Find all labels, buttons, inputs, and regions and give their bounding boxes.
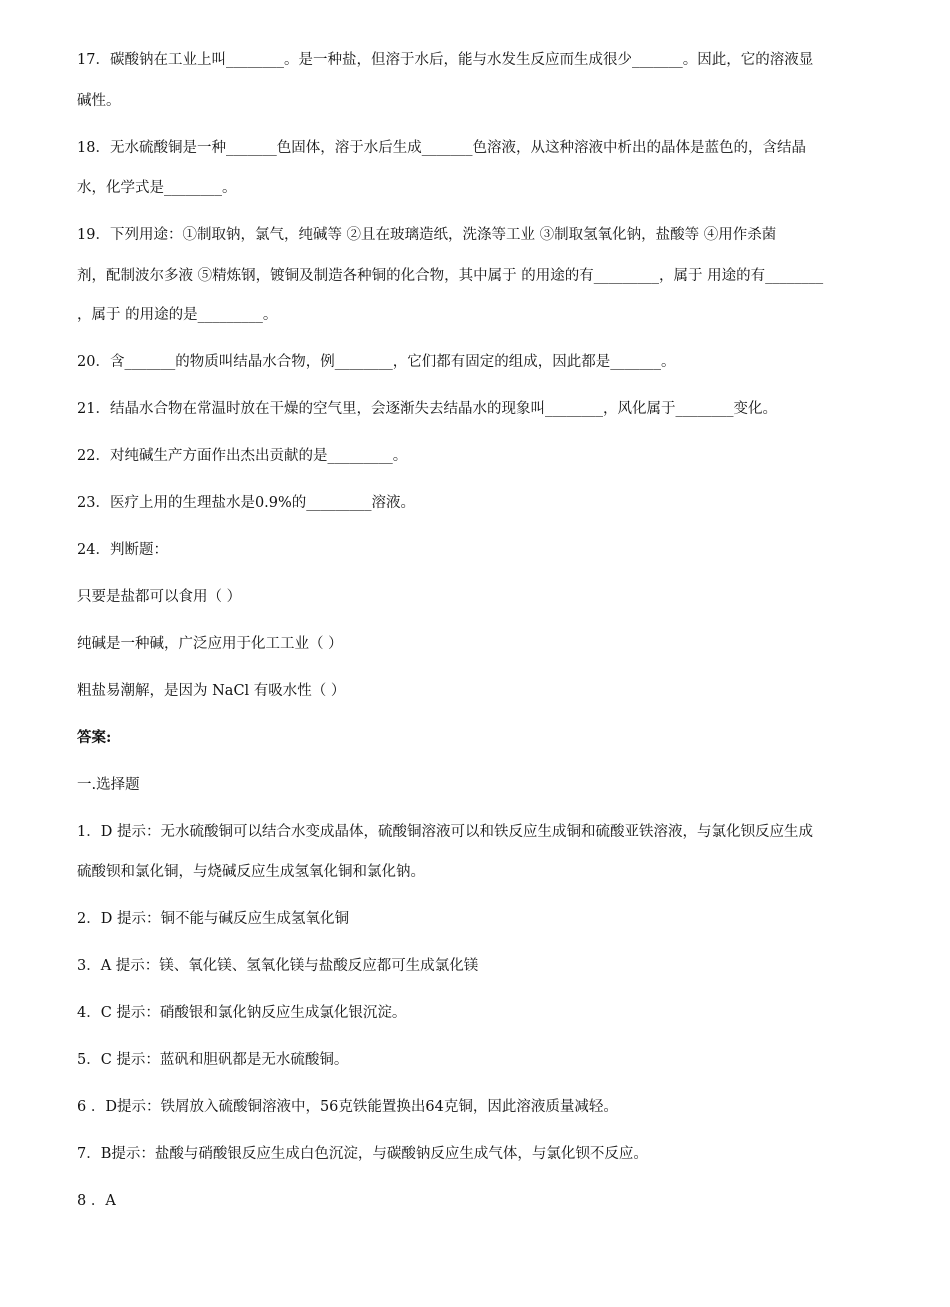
true-false-item: 纯碱是一种碱，广泛应用于化工工业（ ） (77, 636, 343, 652)
answer-1-line-2: 硫酸钡和氯化铜，与烧碱反应生成氢氧化铜和氯化钠。 (77, 864, 425, 880)
answer-3: 3．A 提示：镁、氧化镁、氢氧化镁与盐酸反应都可生成氯化镁 (77, 958, 479, 974)
true-false-item: 只要是盐都可以食用（ ） (77, 589, 242, 605)
question-19-line-1: 19．下列用途：①制取钠，氯气，纯碱等 ②且在玻璃造纸，洗涤等工业 ③制取氢氧化钠，盐酸等 ④用作杀菌 (77, 227, 777, 243)
question-18-line-1: 18．无水硫酸铜是一种_______色固体，溶于水后生成_______色溶液，从这种溶液中析出的晶体是蓝色的，含结晶 (77, 140, 806, 156)
answer-6: 6 ．D提示：铁屑放入硫酸铜溶液中，56克铁能置换出64克铜，因此溶液质量减轻。 (77, 1099, 618, 1115)
question-19-line-3: ，属于 的用途的是_________。 (77, 307, 278, 323)
answers-heading: 答案: (77, 729, 112, 746)
question-18-line-2: 水，化学式是________。 (77, 180, 237, 196)
question-19-line-2: 剂，配制波尔多液 ⑤精炼钢，镀铜及制造各种铜的化合物，其中属于 的用途的有_________，属于 用途的有________ (77, 268, 824, 284)
answer-4: 4．C 提示：硝酸银和氯化钠反应生成氯化银沉淀。 (77, 1005, 407, 1021)
answer-1-line-1: 1．D 提示：无水硫酸铜可以结合水变成晶体，硫酸铜溶液可以和铁反应生成铜和硫酸亚铁溶液，与氯化钡反应生成 (77, 824, 813, 840)
answer-5: 5．C 提示：蓝矾和胆矾都是无水硫酸铜。 (77, 1052, 349, 1068)
answer-8: 8 ．A (77, 1193, 116, 1209)
question-17-line-2: 碱性。 (77, 93, 121, 109)
answer-7: 7．B提示：盐酸与硝酸银反应生成白色沉淀，与碳酸钠反应生成气体，与氯化钡不反应。 (77, 1146, 648, 1162)
question-20: 20．含_______的物质叫结晶水合物，例________，它们都有固定的组成，因此都是_______。 (77, 354, 676, 370)
true-false-item: 粗盐易潮解，是因为 NaCl 有吸水性（ ） (77, 683, 346, 699)
question-22: 22．对纯碱生产方面作出杰出贡献的是_________。 (77, 448, 408, 464)
answer-2: 2．D 提示：铜不能与碱反应生成氢氧化铜 (77, 911, 349, 927)
answers-section-title: 一.选择题 (77, 777, 140, 793)
question-24-title: 24．判断题： (77, 542, 168, 558)
question-23: 23．医疗上用的生理盐水是0.9%的_________溶液。 (77, 495, 416, 511)
question-21: 21．结晶水合物在常温时放在干燥的空气里，会逐渐失去结晶水的现象叫________，风化属于________变化。 (77, 401, 777, 417)
question-17-line-1: 17．碳酸钠在工业上叫________。是一种盐，但溶于水后，能与水发生反应而生成很少_______。因此，它的溶液显 (77, 52, 814, 68)
